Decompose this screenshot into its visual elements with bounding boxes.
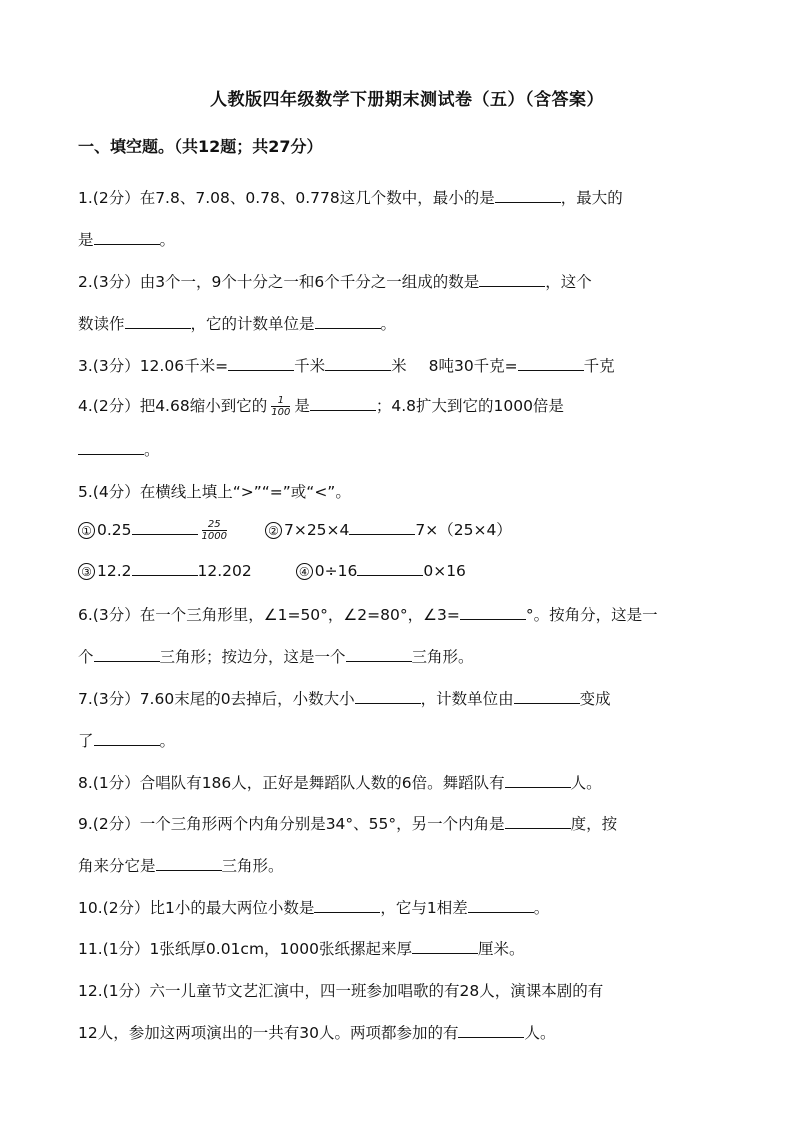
question-7-cont: 了 。 — [78, 732, 176, 750]
answer-blank[interactable] — [228, 356, 294, 371]
question-5: 5.(4分）在横线上填上“>”“=”或“<”。 — [78, 483, 351, 501]
question-1: 1.(2分）在7.8、7.08、0.78、0.778这几个数中，最小的是 ，最大的 — [78, 189, 623, 207]
answer-blank[interactable] — [514, 689, 580, 704]
fraction: $\frac{25}{1000}$ — [201, 519, 227, 542]
question-5-row-2: ③ 12.2 12.202 ④ 0÷16 0×16 — [78, 561, 466, 580]
answer-blank[interactable] — [495, 188, 561, 203]
answer-blank[interactable] — [310, 396, 376, 411]
answer-blank[interactable] — [468, 898, 534, 913]
answer-blank[interactable] — [505, 773, 571, 788]
answer-blank[interactable] — [132, 520, 198, 535]
answer-blank[interactable] — [94, 647, 160, 662]
question-2-cont: 数读作 ，它的计数单位是 。 — [78, 315, 397, 333]
page-title: 人教版四年级数学下册期末测试卷（五）（含答案） — [210, 90, 604, 110]
fraction: $\frac{1}{100}$ — [271, 395, 291, 418]
circled-number: ③ — [78, 563, 95, 580]
question-7: 7.(3分）7.60末尾的0去掉后，小数大小 ，计数单位由 变成 — [78, 690, 611, 708]
answer-blank[interactable] — [505, 814, 571, 829]
answer-blank[interactable] — [125, 314, 191, 329]
circled-number: ① — [78, 522, 95, 539]
answer-blank[interactable] — [355, 689, 421, 704]
question-12-cont: 12人，参加这两项演出的一共有30人。两项都参加的有 人。 — [78, 1024, 556, 1042]
answer-blank[interactable] — [412, 939, 478, 954]
answer-blank[interactable] — [156, 856, 222, 871]
question-4: 4.(2分）把4.68缩小到它的 $\frac{1}{100}$ 是 ；4.8扩大到它的1000倍是 — [78, 395, 564, 418]
answer-blank[interactable] — [315, 314, 381, 329]
answer-blank[interactable] — [78, 440, 144, 455]
circled-number: ② — [265, 522, 282, 539]
answer-blank[interactable] — [325, 356, 391, 371]
question-2: 2.(3分）由3个一，9个十分之一和6个千分之一组成的数是 ，这个 — [78, 273, 592, 291]
answer-blank[interactable] — [460, 605, 526, 620]
answer-blank[interactable] — [132, 561, 198, 576]
question-3: 3.(3分）12.06千米= 千米 米 8吨30千克= 千克 — [78, 357, 615, 375]
question-5-row-1: ① 0.25 $\frac{25}{1000}$ ② 7×25×4 7×（25×4） — [78, 518, 512, 542]
answer-blank[interactable] — [349, 520, 415, 535]
answer-blank[interactable] — [314, 898, 380, 913]
answer-blank[interactable] — [458, 1023, 524, 1038]
question-8: 8.(1分）合唱队有186人，正好是舞蹈队人数的6倍。舞蹈队有 人。 — [78, 774, 602, 792]
question-9-cont: 角来分它是 三角形。 — [78, 857, 284, 875]
question-6-cont: 个 三角形；按边分，这是一个 三角形。 — [78, 648, 474, 666]
question-12: 12.(1分）六一儿童节文艺汇演中，四一班参加唱歌的有28人，演课本剧的有 — [78, 982, 604, 1000]
circled-number: ④ — [296, 563, 313, 580]
answer-blank[interactable] — [518, 356, 584, 371]
question-6: 6.(3分）在一个三角形里，∠1=50°，∠2=80°，∠3= °。按角分，这是一 — [78, 606, 658, 624]
section-heading: 一、填空题。（共12题；共27分） — [78, 137, 323, 156]
question-9: 9.(2分）一个三角形两个内角分别是34°、55°，另一个内角是 度，按 — [78, 815, 618, 833]
question-10: 10.(2分）比1小的最大两位小数是 ，它与1相差 。 — [78, 899, 550, 917]
question-4-cont: 。 — [78, 438, 160, 460]
question-1-cont: 是 。 — [78, 231, 176, 249]
question-11: 11.(1分）1张纸厚0.01cm，1000张纸摞起来厚 厘米。 — [78, 940, 525, 958]
answer-blank[interactable] — [479, 272, 545, 287]
answer-blank[interactable] — [94, 731, 160, 746]
answer-blank[interactable] — [346, 647, 412, 662]
answer-blank[interactable] — [94, 230, 160, 245]
answer-blank[interactable] — [357, 561, 423, 576]
